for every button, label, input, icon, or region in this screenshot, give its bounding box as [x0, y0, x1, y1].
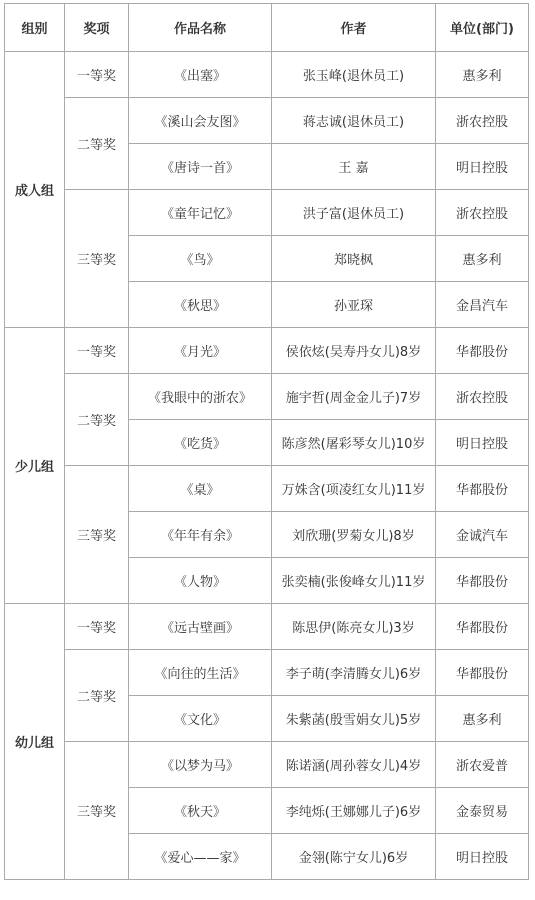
unit-cell: 华都股份 — [436, 466, 529, 512]
work-title-cell: 《爱心——家》 — [129, 834, 272, 880]
unit-cell: 明日控股 — [436, 834, 529, 880]
unit-cell: 浙农控股 — [436, 98, 529, 144]
author-cell: 张奕楠(张俊峰女儿)11岁 — [272, 558, 436, 604]
author-cell: 金翎(陈宁女儿)6岁 — [272, 834, 436, 880]
award-cell: 二等奖 — [65, 374, 129, 466]
author-cell: 陈诺涵(周孙蓉女儿)4岁 — [272, 742, 436, 788]
award-cell: 一等奖 — [65, 604, 129, 650]
group-cell: 成人组 — [5, 52, 65, 328]
award-cell: 一等奖 — [65, 328, 129, 374]
table-row — [5, 374, 529, 420]
unit-cell: 惠多利 — [436, 696, 529, 742]
author-cell: 李子萌(李清腾女儿)6岁 — [272, 650, 436, 696]
work-title-cell: 《远古壁画》 — [129, 604, 272, 650]
work-title-cell: 《秋思》 — [129, 282, 272, 328]
work-title-cell: 《月光》 — [129, 328, 272, 374]
work-title-cell: 《文化》 — [129, 696, 272, 742]
author-cell: 陈思伊(陈亮女儿)3岁 — [272, 604, 436, 650]
award-cell: 三等奖 — [65, 466, 129, 604]
unit-cell: 浙农控股 — [436, 190, 529, 236]
unit-cell: 金昌汽车 — [436, 282, 529, 328]
unit-cell: 浙农爱普 — [436, 742, 529, 788]
unit-cell: 浙农控股 — [436, 374, 529, 420]
work-title-cell: 《溪山会友图》 — [129, 98, 272, 144]
author-cell: 施宇哲(周金金儿子)7岁 — [272, 374, 436, 420]
work-title-cell: 《童年记忆》 — [129, 190, 272, 236]
awards-table — [4, 3, 529, 880]
author-cell: 陈彦然(屠彩琴女儿)10岁 — [272, 420, 436, 466]
work-title-cell: 《我眼中的浙农》 — [129, 374, 272, 420]
unit-cell: 华都股份 — [436, 650, 529, 696]
author-cell: 王 嘉 — [272, 144, 436, 190]
award-cell: 二等奖 — [65, 650, 129, 742]
group-cell: 幼儿组 — [5, 604, 65, 880]
author-cell: 孙亚琛 — [272, 282, 436, 328]
author-cell: 万姝含(项凌红女儿)11岁 — [272, 466, 436, 512]
table-row — [5, 604, 529, 650]
unit-cell: 华都股份 — [436, 328, 529, 374]
table-row — [5, 742, 529, 788]
author-cell: 郑晓枫 — [272, 236, 436, 282]
awards-table-container — [4, 3, 529, 880]
work-title-cell: 《以梦为马》 — [129, 742, 272, 788]
header-unit: 单位(部门) — [436, 4, 529, 52]
author-cell: 刘欣珊(罗菊女儿)8岁 — [272, 512, 436, 558]
header-work-title: 作品名称 — [129, 4, 272, 52]
table-row — [5, 190, 529, 236]
unit-cell: 华都股份 — [436, 558, 529, 604]
work-title-cell: 《年年有余》 — [129, 512, 272, 558]
header-award: 奖项 — [65, 4, 129, 52]
header-author: 作者 — [272, 4, 436, 52]
unit-cell: 金诚汽车 — [436, 512, 529, 558]
work-title-cell: 《出塞》 — [129, 52, 272, 98]
author-cell: 洪子富(退休员工) — [272, 190, 436, 236]
group-cell: 少儿组 — [5, 328, 65, 604]
author-cell: 侯依炫(吴寿丹女儿)8岁 — [272, 328, 436, 374]
unit-cell: 惠多利 — [436, 52, 529, 98]
award-cell: 二等奖 — [65, 98, 129, 190]
header-row — [5, 4, 529, 52]
work-title-cell: 《鸟》 — [129, 236, 272, 282]
author-cell: 李纯烁(王娜娜儿子)6岁 — [272, 788, 436, 834]
award-cell: 三等奖 — [65, 190, 129, 328]
table-row — [5, 466, 529, 512]
table-row — [5, 98, 529, 144]
unit-cell: 华都股份 — [436, 604, 529, 650]
unit-cell: 惠多利 — [436, 236, 529, 282]
work-title-cell: 《桌》 — [129, 466, 272, 512]
work-title-cell: 《吃货》 — [129, 420, 272, 466]
header-group: 组别 — [5, 4, 65, 52]
work-title-cell: 《秋天》 — [129, 788, 272, 834]
unit-cell: 明日控股 — [436, 420, 529, 466]
table-row — [5, 328, 529, 374]
work-title-cell: 《向往的生活》 — [129, 650, 272, 696]
award-cell: 一等奖 — [65, 52, 129, 98]
author-cell: 张玉峰(退休员工) — [272, 52, 436, 98]
unit-cell: 金泰贸易 — [436, 788, 529, 834]
table-row — [5, 650, 529, 696]
author-cell: 蒋志诚(退休员工) — [272, 98, 436, 144]
work-title-cell: 《人物》 — [129, 558, 272, 604]
table-row — [5, 52, 529, 98]
work-title-cell: 《唐诗一首》 — [129, 144, 272, 190]
award-cell: 三等奖 — [65, 742, 129, 880]
author-cell: 朱紫菡(殷雪娟女儿)5岁 — [272, 696, 436, 742]
unit-cell: 明日控股 — [436, 144, 529, 190]
